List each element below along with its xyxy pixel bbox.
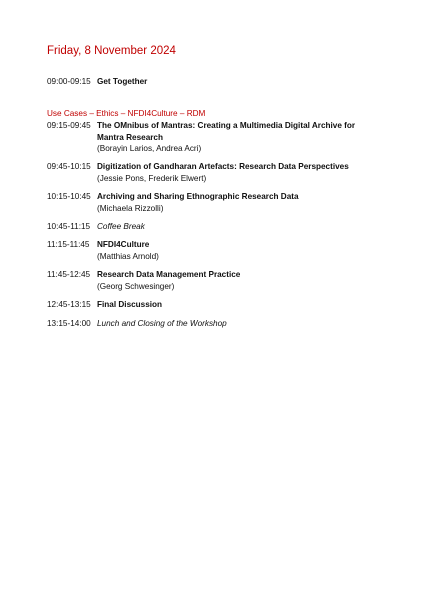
schedule-speakers: (Michaela Rizzolli)	[97, 203, 164, 213]
schedule-title: Archiving and Sharing Ethnographic Research Data	[97, 192, 299, 201]
section-title: Use Cases – Ethics – NFDI4Culture – RDM	[47, 109, 206, 118]
day-title: Friday, 8 November 2024	[47, 45, 176, 57]
schedule-title: Coffee Break	[97, 222, 145, 231]
schedule-time: 10:15-10:45	[47, 192, 91, 201]
schedule-time: 09:45-10:15	[47, 162, 91, 171]
schedule-speakers: (Georg Schwesinger)	[97, 281, 175, 291]
schedule-time: 09:00-09:15	[47, 77, 91, 86]
schedule-title: Final Discussion	[97, 300, 163, 309]
schedule-title: NFDI4Culture	[97, 240, 150, 249]
schedule-time: 11:15-11:45	[47, 240, 90, 249]
schedule-time: 13:15-14:00	[47, 319, 91, 328]
schedule-title: Get Together	[97, 77, 148, 86]
schedule-time: 10:45-11:15	[47, 222, 91, 231]
schedule-title: Research Data Management Practice	[97, 270, 241, 279]
schedule-time: 09:15-09:45	[47, 121, 91, 130]
schedule-time: 11:45-12:45	[47, 270, 91, 279]
schedule-speakers: (Matthias Arnold)	[97, 251, 159, 261]
schedule-speakers: (Jessie Pons, Frederik Elwert)	[97, 173, 207, 183]
schedule-speakers: (Borayin Larios, Andrea Acri)	[97, 144, 202, 153]
schedule-time: 12:45-13:15	[47, 300, 91, 309]
schedule-title: Lunch and Closing of the Workshop	[97, 319, 227, 328]
schedule-title: The OMnibus of Mantras: Creating a Multimedia Digital Archive for Mantra Research	[97, 121, 356, 142]
schedule-title: Digitization of Gandharan Artefacts: Research Data Perspectives	[97, 162, 349, 171]
